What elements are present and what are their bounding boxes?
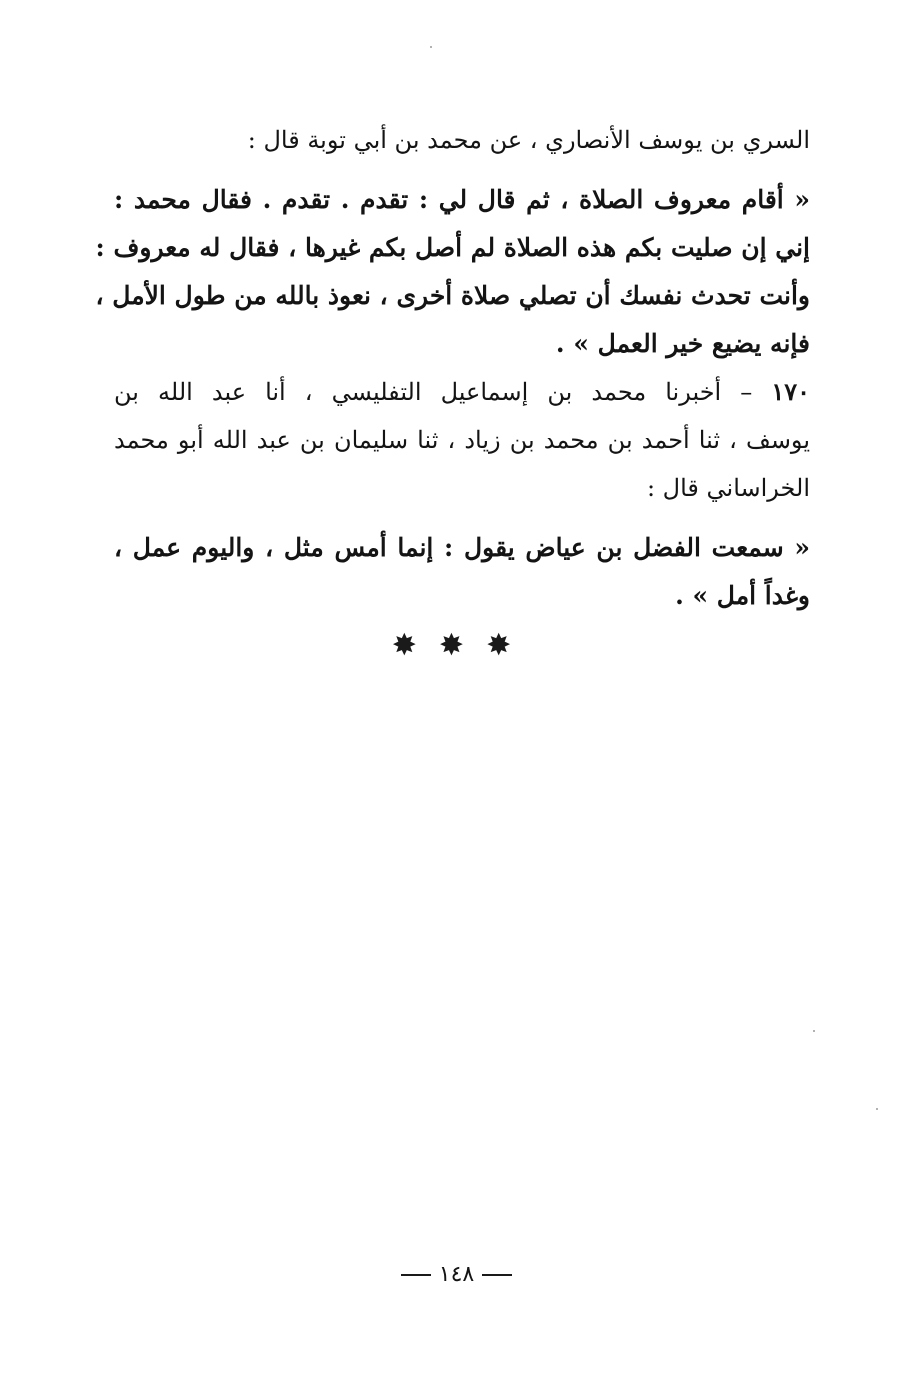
text-line-first <box>114 368 810 416</box>
dash-left <box>482 1274 512 1276</box>
scan-speck <box>430 46 432 48</box>
star-ornament-icon: ✸ <box>438 628 475 663</box>
text-line: وأنت تحدث نفسك أن تصلي صلاة أخرى ، نعوذ بالله من طول الأمل ، <box>95 281 810 310</box>
text-line: فإنه يضيع خير العمل » . <box>555 329 810 358</box>
star-ornament-icon: ✸ <box>391 628 427 663</box>
dash-right <box>401 1274 431 1276</box>
star-ornament-icon: ✸ <box>486 628 522 663</box>
text-line: إني إن صليت بكم هذه الصلاة لم أصل بكم غيرها ، فقال له معروف : <box>95 233 810 262</box>
scan-speck <box>813 1030 815 1032</box>
paragraph-quote-fudayl <box>114 524 810 620</box>
text-line: يوسف ، ثنا أحمد بن محمد بن زياد ، ثنا سليمان بن عبد الله أبو محمد <box>114 426 810 454</box>
text-line: « أقام معروف الصلاة ، ثم قال لي : تقدم . تقدم . فقال محمد : <box>114 185 810 214</box>
narration-number: ١٧٠ <box>771 377 810 406</box>
text-line: السري بن يوسف الأنصاري ، عن محمد بن أبي توبة قال : <box>247 126 810 154</box>
paragraph-intro <box>114 116 810 164</box>
text-line: « سمعت الفضل بن عياض يقول : إنما أمس مثل ، واليوم عمل ، <box>114 533 810 562</box>
scan-speck <box>876 1108 878 1110</box>
page-number-value: ١٤٨ <box>438 1262 475 1287</box>
paragraph-narration-170 <box>114 368 810 512</box>
page-number <box>0 1262 913 1287</box>
paragraph-quote-marouf <box>95 176 810 368</box>
text-line: الخراساني قال : <box>646 474 810 502</box>
section-separator <box>0 628 913 663</box>
text-line: وغداً أمل » . <box>675 581 810 610</box>
text-line-body: – أخبرنا محمد بن إسماعيل التفليسي ، أنا عبد الله بن <box>114 378 753 406</box>
